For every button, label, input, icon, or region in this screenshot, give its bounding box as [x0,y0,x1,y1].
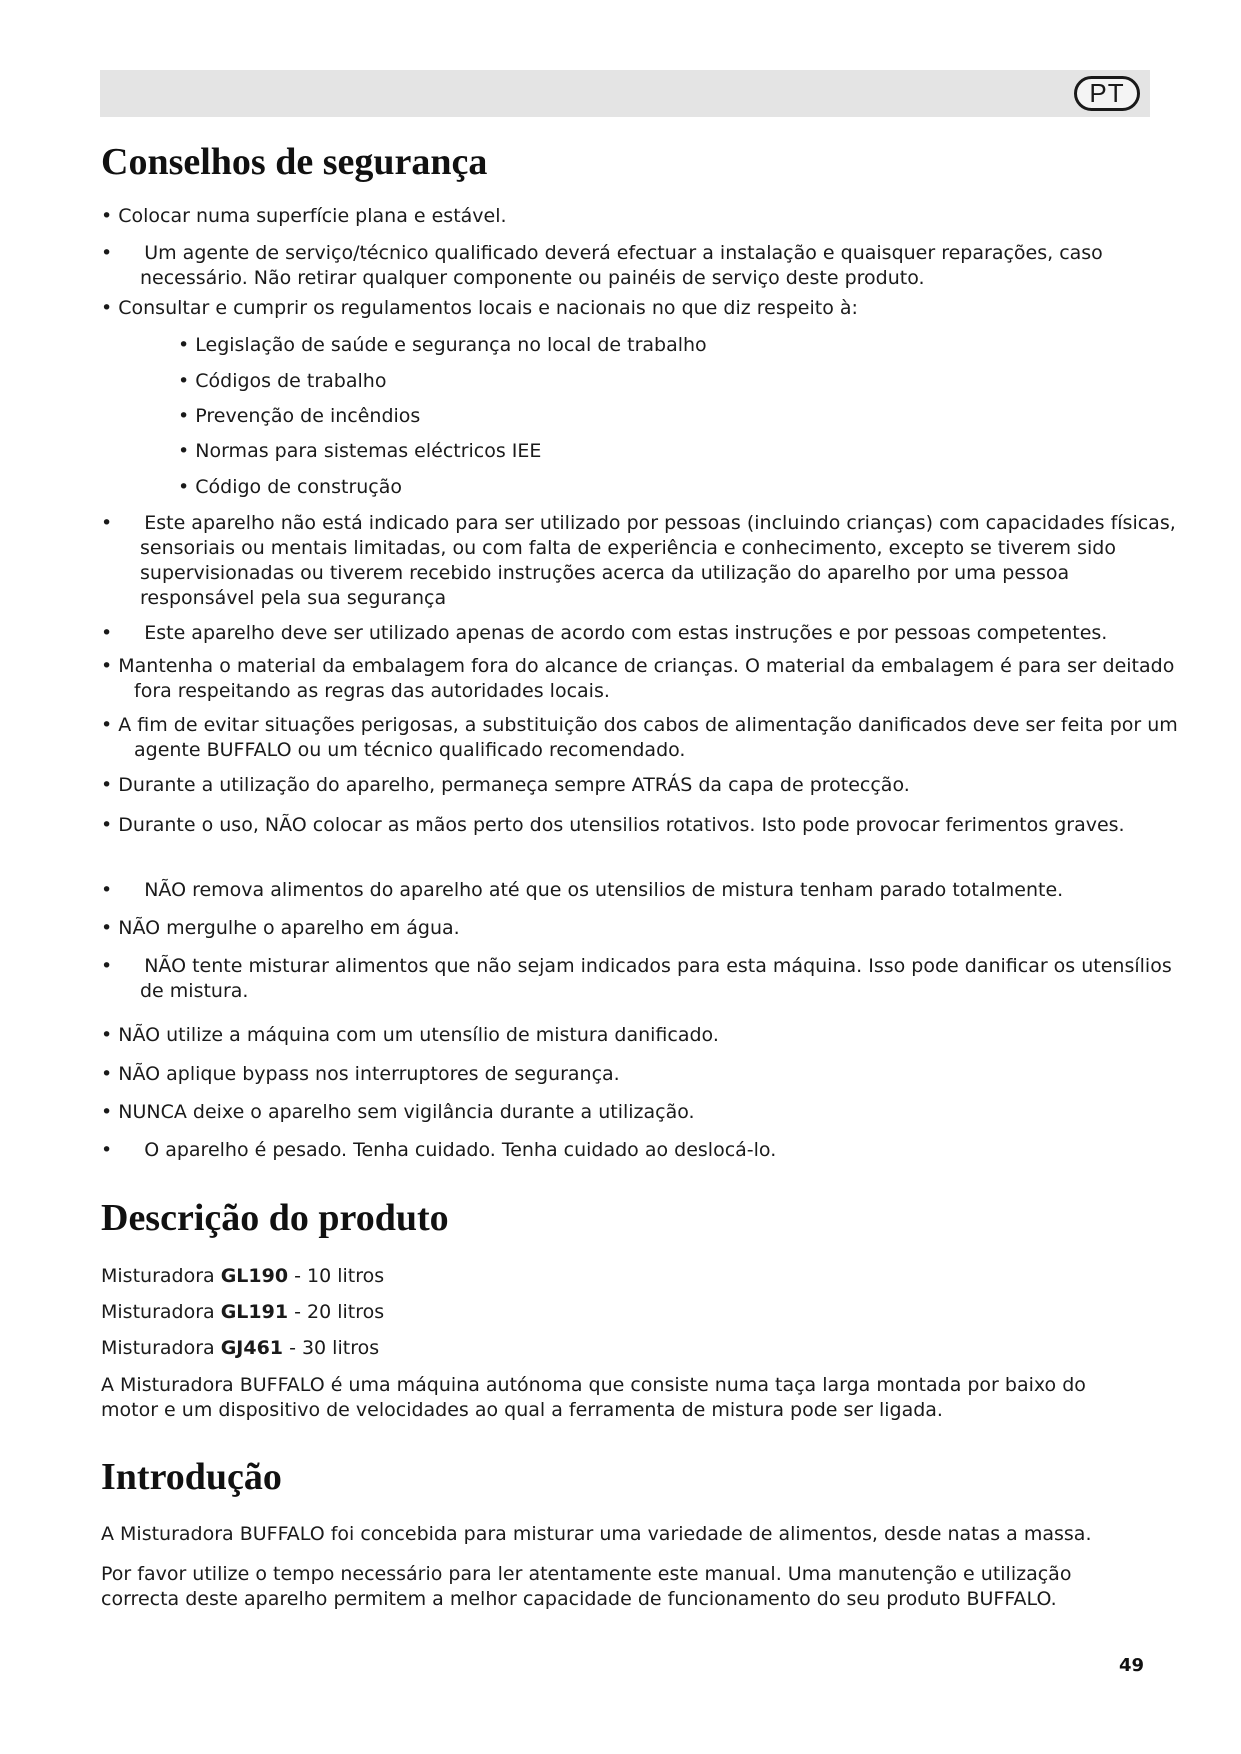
safety-subitem: • Códigos de trabalho [178,370,387,392]
safety-item: • Durante a utilização do aparelho, permaneça sempre ATRÁS da capa de protecção. [101,774,910,796]
safety-subitem: • Prevenção de incêndios [178,405,421,427]
page-number: 49 [1118,1655,1144,1676]
safety-item: • A fim de evitar situações perigosas, a substituição dos cabos de alimentação danificados deve ser feita por um agente BUFFALO ou um técnico qualificado recomendado. [101,714,1178,761]
safety-subitem: • Normas para sistemas eléctricos IEE [178,440,542,462]
intro-paragraph: A Misturadora BUFFALO foi concebida para misturar uma variedade de alimentos, desde natas a massa. [101,1523,1092,1545]
item-text: Este aparelho deve ser utilizado apenas de acordo com estas instruções e por pessoas competentes. [144,622,1108,644]
model-code: GJ461 [220,1337,284,1359]
model-label: Misturadora [101,1301,221,1323]
bullet: • [101,955,113,977]
bullet: • [101,512,113,534]
model-label: Misturadora [101,1337,221,1359]
bullet: • [101,622,113,644]
safety-item [101,511,1185,611]
model-line [101,1300,1146,1325]
safety-item: • Mantenha o material da embalagem fora do alcance de crianças. O material da embalagem é para ser deitado fora respeitando as regras das autoridades locais. [101,655,1175,702]
language-bar [100,70,1150,117]
model-line [101,1336,1146,1361]
bullet: • [101,1139,113,1161]
safety-item: • NÃO utilize a máquina com um utensílio de mistura danificado. [101,1024,719,1046]
model-capacity: - 20 litros [288,1301,385,1323]
model-code: GL191 [220,1301,289,1323]
bullet: • [101,879,113,901]
safety-item [101,954,1185,1004]
model-label: Misturadora [101,1265,221,1287]
item-text: O aparelho é pesado. Tenha cuidado. Tenha cuidado ao deslocá-lo. [144,1139,777,1161]
safety-item: • NUNCA deixe o aparelho sem vigilância durante a utilização. [101,1101,695,1123]
safety-subitem: • Legislação de saúde e segurança no local de trabalho [178,334,707,356]
safety-item [101,621,1185,646]
item-text: NÃO tente misturar alimentos que não sejam indicados para esta máquina. Isso pode danificar os utensílios de mistura. [140,955,1172,1002]
safety-item: • NÃO mergulhe o aparelho em água. [101,917,460,939]
safety-subitem: • Código de construção [178,476,403,498]
intro-paragraph: Por favor utilize o tempo necessário para ler atentamente este manual. Uma manutenção e utilização correcta deste aparelho permitem a melhor capacidade de funcionamento do seu produto BUFFALO. [101,1563,1072,1610]
safety-item [101,1138,1185,1163]
safety-heading: Conselhos de segurança [101,141,488,183]
language-badge: PT [1074,76,1140,111]
item-text: Um agente de serviço/técnico qualificado deverá efectuar a instalação e quaisquer reparações, caso necessário. Não retirar qualquer componente ou painéis de serviço deste produto. [140,242,1103,289]
safety-item: • Durante o uso, NÃO colocar as mãos perto dos utensilios rotativos. Isto pode provocar ferimentos graves. [101,814,1125,836]
safety-item: • Colocar numa superfície plana e estável. [101,205,507,227]
bullet: • [101,242,113,264]
model-capacity: - 30 litros [283,1337,380,1359]
product-description: A Misturadora BUFFALO é uma máquina autónoma que consiste numa taça larga montada por baixo do motor e um dispositivo de velocidades ao qual a ferramenta de mistura pode ser ligada. [101,1374,1086,1421]
intro-heading: Introdução [101,1456,282,1498]
model-code: GL190 [220,1265,289,1287]
model-capacity: - 10 litros [288,1265,385,1287]
item-text: Este aparelho não está indicado para ser utilizado por pessoas (incluindo crianças) com capacidades físicas, sensoriais ou mentais limitadas, ou com falta de experiência e conhecimento, excepto se tiverem sido supervisionadas ou tiverem recebido instruções acerca da utilização do aparelho por uma pessoa responsável pela sua segurança [140,512,1176,609]
item-text: NÃO remova alimentos do aparelho até que os utensilios de mistura tenham parado totalmente. [144,879,1064,901]
safety-item [101,241,1185,291]
product-heading: Descrição do produto [101,1197,449,1239]
safety-item: • Consultar e cumprir os regulamentos locais e nacionais no que diz respeito à: [101,297,858,319]
model-line [101,1264,1146,1289]
safety-item [101,878,1185,903]
safety-item: • NÃO aplique bypass nos interruptores de segurança. [101,1063,620,1085]
